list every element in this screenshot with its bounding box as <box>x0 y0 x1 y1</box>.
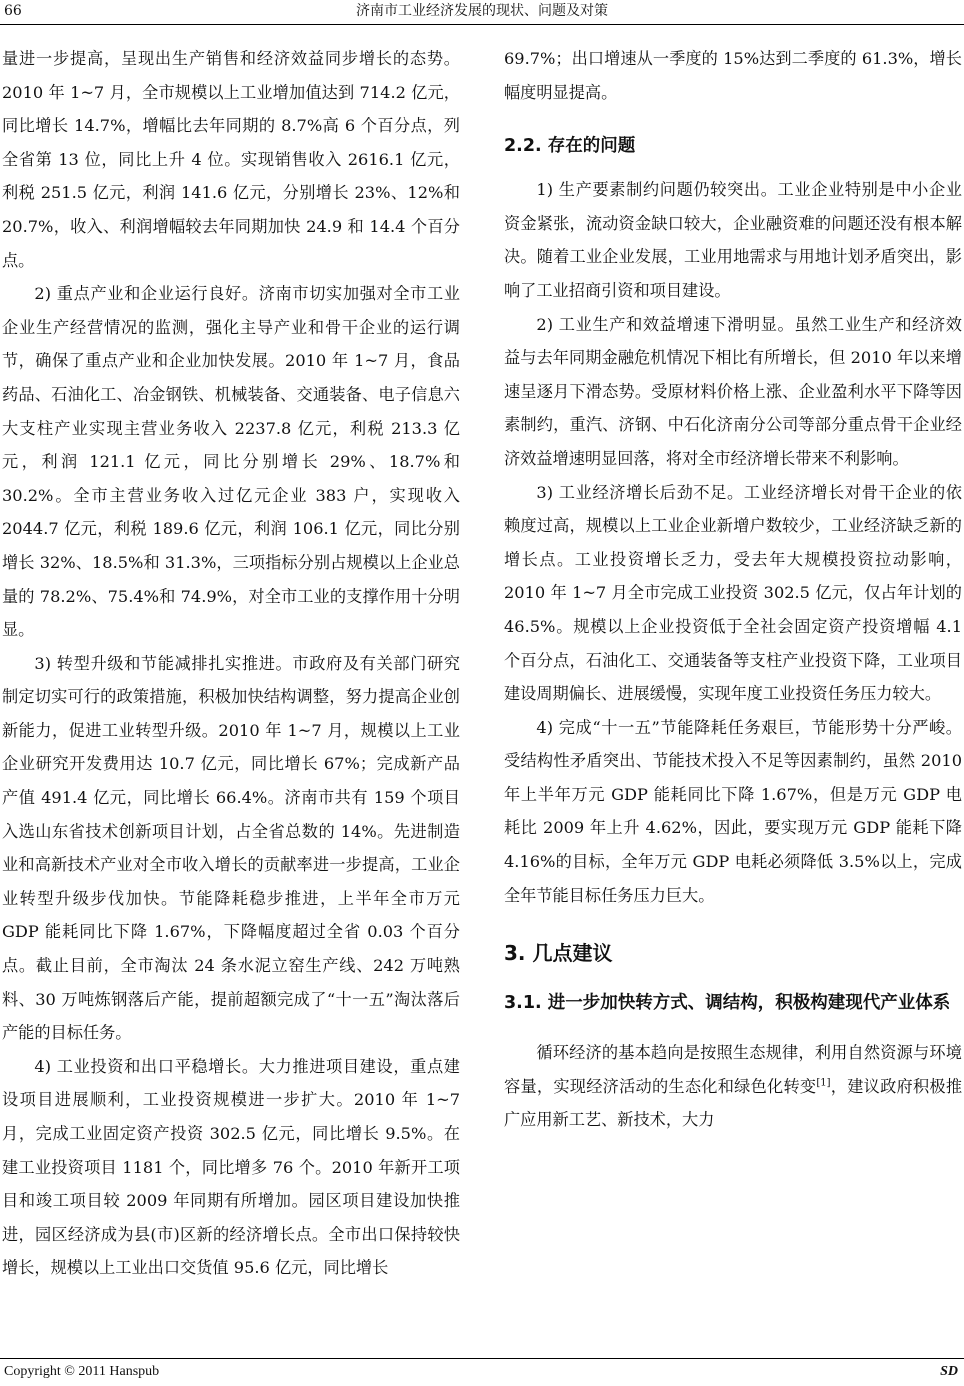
journal-abbreviation: SD <box>940 1364 958 1379</box>
header-rule <box>0 24 964 25</box>
page-number: 66 <box>4 3 22 19</box>
paragraph-key-industries: 2) 重点产业和企业运行良好。济南市切实加强对全市工业企业生产经营情况的监测，强化主导产业和骨干企业的运行调节，确保了重点产业和企业加快发展。2010 年 1~7 月，食品药品、石油化工、冶金钢铁、机械装备、交通装备、电子信息六大支柱产业实现主营业务收入 2237.8 亿元，利税 213.3 亿元，利润 121.1 亿元，同比分别增长 29%、18.7%和 30.2%。全市主营业务收入过亿元企业 383 户，实现收入 2044.7 亿元，利税 189.6 亿元，利润 106.1 亿元，同比分别增长 32%、18.5%和 31.3%，三项指标分别占规模以上企业总量的 78.2%、75.4%和 74.9%，对全市工业的支撑作用十分明显。 <box>2 284 460 640</box>
running-header <box>0 0 964 24</box>
paragraph-continued: 量进一步提高，呈现出生产销售和经济效益同步增长的态势。2010 年 1~7 月，全市规模以上工业增加值达到 714.2 亿元，同比增长 14.7%，增幅比去年同期的 8.7%高 6 个百分点，列全省第 13 位，同比上升 4 位。实现销售收入 2616.1 亿元，利税 251.5 亿元，利润 141.6 亿元，分别增长 23%、12%和 20.7%，收入、利润增幅较去年同期加快 24.9 和 14.4 个百分点。 <box>2 49 460 270</box>
paragraph-growth-momentum: 3) 工业经济增长后劲不足。工业经济增长对骨干企业的依赖度过高，规模以上工业企业新增户数较少，工业经济缺乏新的增长点。工业投资增长乏力，受去年大规模投资拉动影响，2010 年 1~7 月全市完成工业投资 302.5 亿元，仅占年计划的 46.5%。规模以上企业投资低于全社会固定资产投资增幅 4.1 个百分点，石油化工、交通装备等支柱产业投资下降，工业项目建设周期偏长、进展缓慢，实现年度工业投资任务压力较大。 <box>504 482 962 704</box>
paragraph-transformation: 3) 转型升级和节能减排扎实推进。市政府及有关部门研究制定切实可行的政策措施，积极加快结构调整，努力提高企业创新能力，促进工业转型升级。2010 年 1~7 月，规模以上工业企业研究开发费用达 10.7 亿元，同比增长 67%；完成新产品产值 491.4 亿元，同比增长 66.4%。济南市共有 159 个项目入选山东省技术创新项目计划，占全省总数的 14%。先进制造业和高新技术产业对全市收入增长的贡献率进一步提高，工业企业转型升级步伐加快。节能降耗稳步推进，上半年全市万元 GDP 能耗同比下降 1.67%，下降幅度超过全省 0.03 个百分点。截止目前，全市淘汰 24 条水泥立窑生产线、242 万吨熟料、30 万吨炼钢落后产能，提前超额完成了“十一五”淘汰落后产能的目标任务。 <box>2 653 460 1043</box>
left-column <box>2 42 460 1285</box>
section-heading-problems: 2.2. 存在的问题 <box>504 136 636 157</box>
section-heading-suggestions: 3. 几点建议 <box>504 941 613 966</box>
paragraph-text-a: 循环经济的基本趋向是按照生态规律，利用自然资源与环境容量，实现经济活动的生态化和绿色化转变 <box>504 1043 962 1096</box>
paragraph-growth-slowdown: 2) 工业生产和效益增速下滑明显。虽然工业生产和经济效益与去年同期金融危机情况下相比有所增长，但 2010 年以来增速呈逐月下滑态势。受原材料价格上涨、企业盈利水平下降等因素制约，重汽、济钢、中石化济南分公司等部分重点骨干企业经济效益增速明显回落，将对全市经济增长带来不利影响。 <box>504 314 962 468</box>
citation-ref[interactable]: [1] <box>816 1077 831 1089</box>
right-column <box>504 42 962 1137</box>
paragraph-circular-economy <box>504 1036 962 1137</box>
paragraph-energy-saving: 4) 完成“十一五”节能降耗任务艰巨，节能形势十分严峻。受结构性矛盾突出、节能技术投入不足等因素制约，虽然 2010 年上半年万元 GDP 能耗同比下降 1.67%，但是万元 GDP 电耗比 2009 年上升 4.62%，因此，要实现万元 GDP 能耗下降 4.16%的目标，全年万元 GDP 电耗必须降低 3.5%以上，完成全年节能目标任务压力巨大。 <box>504 717 962 905</box>
copyright-notice: Copyright © 2011 Hanspub <box>4 1364 160 1379</box>
footer-rule <box>0 1358 964 1359</box>
paragraph-export-continued: 69.7%；出口增速从一季度的 15%达到二季度的 61.3%，增长幅度明显提高。 <box>504 49 962 102</box>
paragraph-factor-constraints: 1) 生产要素制约问题仍较突出。工业企业特别是中小企业资金紧张，流动资金缺口较大，企业融资难的问题还没有根本解决。随着工业企业发展，工业用地需求与用地计划矛盾突出，影响了工业招商引资和项目建设。 <box>504 180 962 300</box>
subsection-heading-industrial-system: 3.1. 进一步加快转方式、调结构，积极构建现代产业体系 <box>504 993 951 1014</box>
running-title: 济南市工业经济发展的现状、问题及对策 <box>356 3 608 19</box>
paragraph-text-b: ，建议政府积极推广应用新工艺、新技术，大力 <box>504 1076 963 1130</box>
paragraph-investment-export: 4) 工业投资和出口平稳增长。大力推进项目建设，重点建设项目进展顺利，工业投资规模进一步扩大。2010 年 1~7 月，完成工业固定资产投资 302.5 亿元，同比增长 9.5%。在建工业投资项目 1181 个，同比增多 76 个。2010 年新开工项目和竣工项目较 2009 年同期有所增加。园区项目建设加快推进，园区经济成为县(市)区新的经济增长点。全市出口保持较快增长，规模以上工业出口交货值 95.6 亿元，同比增长 <box>2 1056 460 1278</box>
page-footer <box>0 1362 964 1384</box>
